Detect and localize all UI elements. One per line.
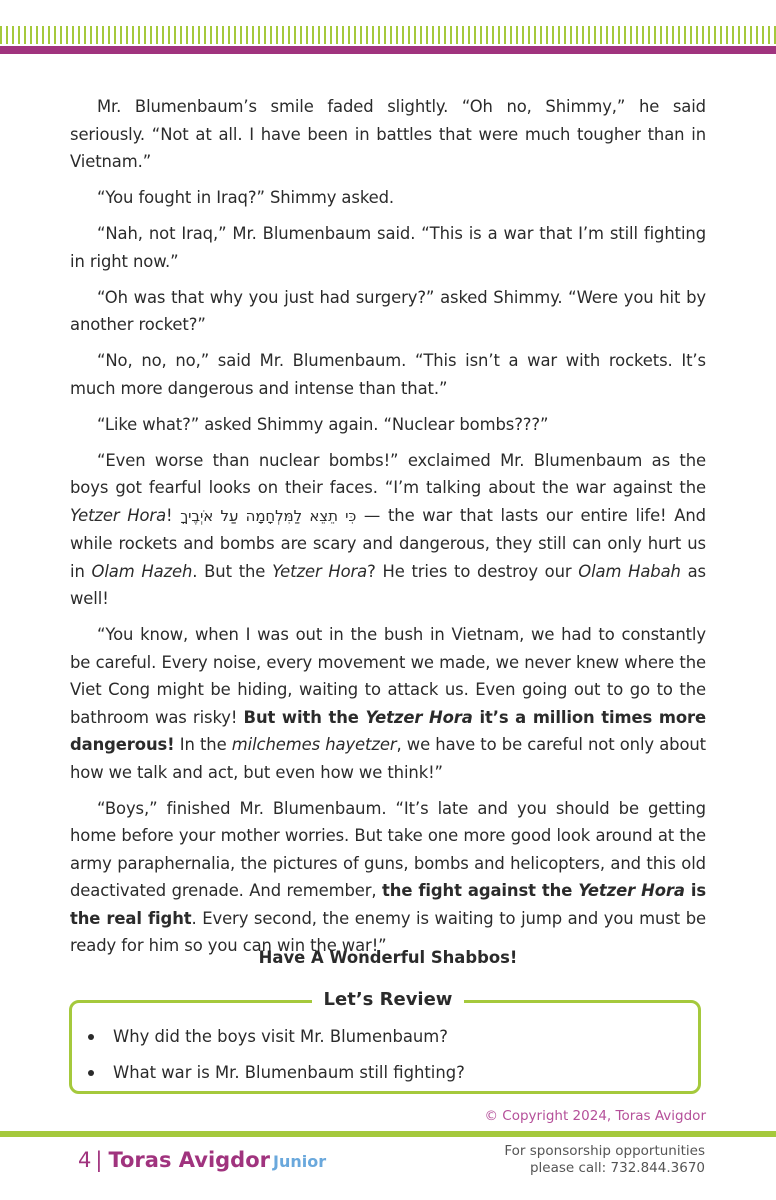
page-number: 4 [78, 1148, 92, 1172]
paragraph-6: “Like what?” asked Shimmy again. “Nuclear bombs???” [97, 414, 549, 434]
review-question: What war is Mr. Blumenbaum still fighting? [88, 1060, 688, 1096]
sponsorship-info [504, 1143, 705, 1177]
closing-greeting: Have A Wonderful Shabbos! [258, 948, 518, 967]
review-questions [88, 1024, 688, 1096]
footer-brand [78, 1145, 326, 1175]
bottom-green-bar [0, 1131, 776, 1137]
top-stripe-border [0, 26, 776, 44]
review-title: Let’s Review [312, 986, 464, 1014]
hebrew-verse: כִּי תֵצֵא לַמִּלְחָמָה עַל אֹיְבֶיךָ [180, 506, 357, 525]
sponsorship-line-1: For sponsorship opportunities [504, 1143, 705, 1159]
paragraph-7: “Even worse than nuclear bombs!” exclaimed Mr. Blumenbaum as the boys got fearful looks on their faces. “I’m talking about the war against the Yetzer Hora! כִּי תֵצֵא לַמִּלְחָמָה עַל אֹיְבֶיךָ — the war that lasts our entire life! And while rockets and bombs are scary and dangerous, they still can only hurt us in Olam Hazeh. But the Yetzer Hora? He tries to destroy our Olam Habah as well! [70, 450, 706, 608]
footer-separator: | [95, 1148, 103, 1172]
paragraph-1: Mr. Blumenbaum’s smile faded slightly. “Oh no, Shimmy,” he said seriously. “Not at all. I have been in battles that were much tougher than in Vietnam.” [70, 97, 706, 171]
copyright-notice: © Copyright 2024, Toras Avigdor [484, 1108, 706, 1124]
paragraph-2: “You fought in Iraq?” Shimmy asked. [97, 188, 395, 207]
paragraph-4: “Oh was that why you just had surgery?” asked Shimmy. “Were you hit by another rocket?” [70, 287, 706, 334]
paragraph-8: “You know, when I was out in the bush in Vietnam, we had to constantly be careful. Every noise, every movement we made, we never knew where the Viet Cong might be hiding, waiting to attack us. Even going out to go to the bathroom was risky! But with the Yetzer Hora it’s a million times more dangerous! In the milchemes hayetzer, we have to be careful not only about how we talk and act, but even how we think!” [70, 625, 707, 782]
sponsorship-line-2: please call: 732.844.3670 [529, 1160, 705, 1176]
bullet-icon [88, 1070, 94, 1076]
paragraph-3: “Nah, not Iraq,” Mr. Blumenbaum said. “This is a war that I’m still fighting in right now.” [70, 224, 706, 271]
brand-name: Toras Avigdor [108, 1148, 270, 1172]
story-body [70, 93, 706, 968]
brand-subtitle: Junior [273, 1152, 327, 1171]
bullet-icon [88, 1034, 94, 1040]
paragraph-5: “No, no, no,” said Mr. Blumenbaum. “This isn’t a war with rockets. It’s much more dangerous and intense than that.” [70, 351, 706, 398]
top-purple-bar [0, 46, 776, 54]
review-question: Why did the boys visit Mr. Blumenbaum? [88, 1024, 688, 1060]
paragraph-9: “Boys,” finished Mr. Blumenbaum. “It’s late and you should be getting home before your mother worries. But take one more good look around at the army paraphernalia, the pictures of guns, bombs and helicopters, and this old deactivated grenade. And remember, the fight against the Yetzer Hora is the real fight. Every second, the enemy is waiting to jump and you must be ready for him so you can win the war!” [70, 798, 706, 955]
